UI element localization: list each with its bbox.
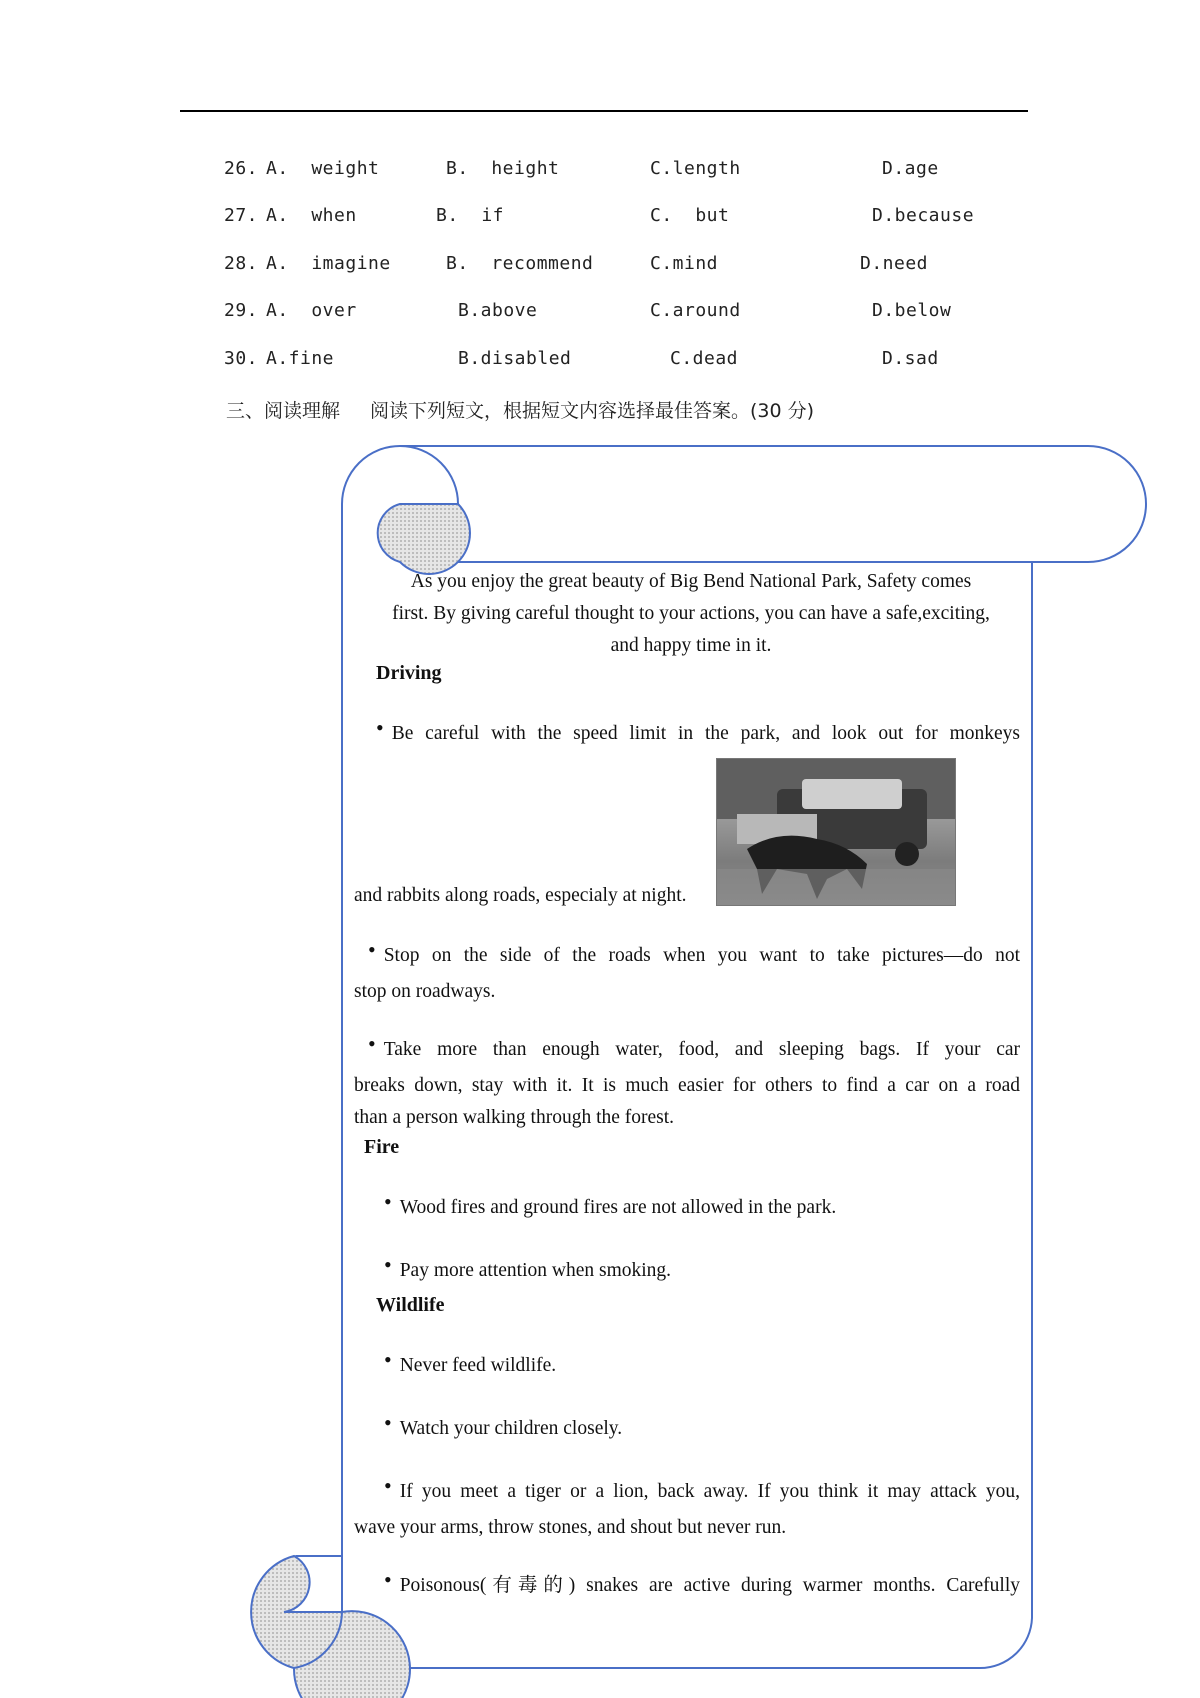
bullet-item [376, 712, 1020, 750]
driving-heading: Driving [376, 662, 442, 684]
question-number: 27. [224, 205, 259, 226]
option-d: D.age [882, 158, 939, 179]
question-number: 30. [224, 348, 259, 369]
bullet-item [384, 1186, 1020, 1224]
question-number: 29. [224, 300, 259, 321]
bullet-icon: • [384, 1252, 392, 1277]
bullet-icon: • [368, 937, 376, 962]
option-b: B.above [458, 300, 538, 321]
option-d: D.sad [882, 348, 939, 369]
wildlife-heading: Wildlife [376, 1294, 445, 1316]
intro-line: As you enjoy the great beauty of Big Bend National Park, Safety comes [410, 571, 972, 592]
intro-line: and happy time in it. [610, 635, 772, 656]
bullet-text: Wood fires and ground fires are not allowed in the park. [399, 1197, 837, 1218]
bullet-item [384, 1249, 1020, 1287]
bullet-text: Never feed wildlife. [399, 1355, 557, 1376]
intro-paragraph [360, 566, 1022, 662]
bullet-icon: • [376, 715, 384, 740]
bullet-icon: • [384, 1347, 392, 1372]
option-a: A. weight [266, 158, 380, 179]
bullet-item [384, 1564, 1020, 1602]
option-c: C. but [650, 205, 730, 226]
option-c: C.around [650, 300, 741, 321]
bullet-text: Take more than enough water, food, and sleeping bags. If your car [383, 1039, 1020, 1060]
bullet-item [384, 1407, 1020, 1445]
bullet-icon: • [384, 1189, 392, 1214]
bullet-icon: • [384, 1410, 392, 1435]
bullet-icon: • [368, 1031, 376, 1056]
bullet-continuation: wave your arms, throw stones, and shout but never run. [354, 1517, 787, 1538]
bullet-text: Watch your children closely. [399, 1418, 623, 1439]
option-a: A. when [266, 205, 357, 226]
option-d: D.need [860, 253, 929, 274]
bullet-text: If you meet a tiger or a lion, back away. If you think it may attack you, [399, 1481, 1020, 1502]
bullet-item [368, 1028, 1020, 1066]
fire-heading: Fire [364, 1136, 400, 1158]
option-b: B. height [446, 158, 560, 179]
intro-line: first. By giving careful thought to your actions, you can have a safe,exciting, [392, 603, 990, 624]
bullet-continuation: than a person walking through the forest. [354, 1107, 675, 1128]
bullet-icon: • [384, 1567, 392, 1592]
option-c: C.mind [650, 253, 719, 274]
section-instruction: 阅读下列短文，根据短文内容选择最佳答案。(30 分) [370, 400, 815, 422]
bullet-text: Poisonous(有毒的) snakes are active during warmer months. Carefully [399, 1575, 1020, 1596]
question-number: 26. [224, 158, 259, 179]
bullet-text: Be careful with the speed limit in the park, and look out for monkeys [391, 723, 1020, 744]
option-a: A. imagine [266, 253, 391, 274]
option-d: D.because [872, 205, 975, 226]
bullet-continuation: and rabbits along roads, especialy at night. [354, 885, 687, 906]
question-number: 28. [224, 253, 259, 274]
bullet-icon: • [384, 1473, 392, 1498]
option-b: B. recommend [446, 253, 594, 274]
option-c: C.length [650, 158, 741, 179]
bullet-item [384, 1470, 1020, 1508]
bullet-text: Pay more attention when smoking. [399, 1260, 672, 1281]
option-a: A.fine [266, 348, 335, 369]
option-c: C.dead [670, 348, 739, 369]
bullet-continuation: stop on roadways. [354, 981, 496, 1002]
option-a: A. over [266, 300, 357, 321]
option-d: D.below [872, 300, 952, 321]
car-wildlife-photo [716, 758, 956, 906]
option-b: B.disabled [458, 348, 572, 369]
bullet-item [368, 934, 1020, 972]
section-title: 三、阅读理解 [226, 400, 341, 422]
bullet-continuation: breaks down, stay with it. It is much easier for others to find a car on a road [354, 1075, 1020, 1096]
bullet-item [384, 1344, 1020, 1382]
bullet-text: Stop on the side of the roads when you want to take pictures—do not [383, 945, 1020, 966]
option-b: B. if [436, 205, 505, 226]
